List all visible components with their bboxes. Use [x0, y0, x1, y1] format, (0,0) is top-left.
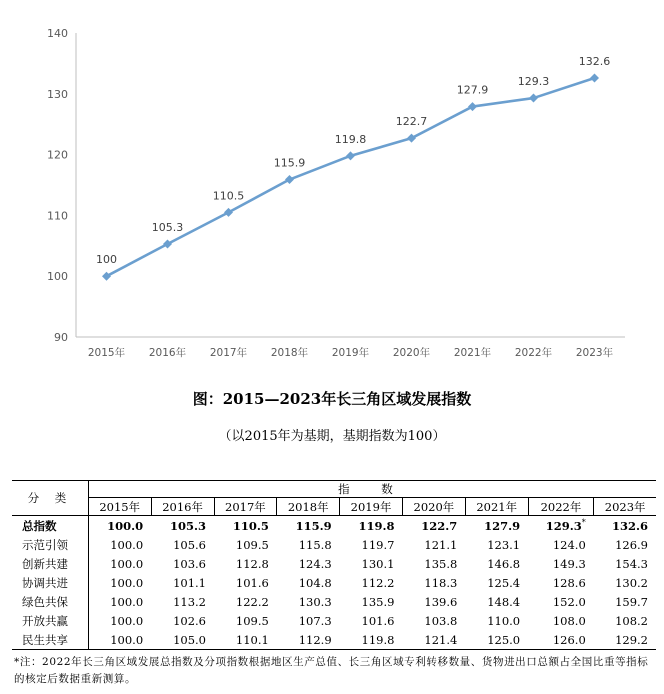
year-header: 2015年	[88, 498, 151, 516]
y-tick-label: 130	[47, 87, 68, 101]
data-label: 100	[96, 253, 117, 267]
table-cell	[402, 554, 465, 573]
table-cell	[402, 611, 465, 630]
series-line	[107, 78, 595, 276]
y-tick-label: 140	[47, 27, 68, 40]
x-tick-label: 2020年	[392, 347, 431, 359]
table-cell	[214, 573, 277, 592]
data-point	[407, 134, 416, 143]
table-cell	[151, 573, 214, 592]
cell-value: 132.6	[611, 518, 648, 533]
cell-value: 105.6	[173, 537, 206, 552]
table-cell	[340, 630, 403, 650]
cell-value: 118.3	[424, 575, 458, 590]
cell-value: 115.8	[298, 537, 332, 552]
cell-value: 148.4	[487, 594, 521, 609]
table-cell	[594, 630, 656, 650]
table-row	[12, 630, 656, 650]
data-label: 115.9	[273, 156, 306, 170]
cell-value: 108.2	[615, 613, 648, 628]
x-tick-label: 2017年	[209, 347, 248, 359]
year-header-row	[12, 498, 656, 516]
cell-value: 130.2	[615, 575, 648, 590]
table-row	[12, 611, 656, 630]
table-cell	[214, 535, 277, 554]
cell-value: 112.9	[298, 632, 332, 647]
cell-value: 107.3	[298, 613, 332, 628]
cell-value: 100.0	[110, 613, 144, 628]
table-row	[12, 516, 656, 536]
category-header: 分 类	[12, 481, 88, 516]
row-category: 示范引领	[12, 535, 88, 554]
footnote-mark: *	[581, 518, 586, 528]
table-cell	[277, 535, 340, 554]
table-cell	[465, 516, 528, 536]
table-cell	[465, 535, 528, 554]
cell-value: 112.2	[361, 575, 395, 590]
row-category: 开放共赢	[12, 611, 88, 630]
cell-value: 124.3	[298, 556, 332, 571]
table-cell	[402, 516, 465, 536]
chart-subtitle: （以2015年为基期，基期指数为100）	[218, 429, 446, 444]
footnote: *注：2022年长三角区域发展总指数及分项指数根据地区生产总值、长三角区域专利转移数量、货物进出口总额占全国比重等指标的核定后数据重新测算。	[14, 656, 649, 685]
cell-value: 126.9	[615, 537, 648, 552]
cell-value: 100.0	[110, 537, 144, 552]
table-body	[12, 516, 656, 650]
cell-value: 110.0	[487, 613, 521, 628]
cell-value: 110.1	[235, 632, 269, 647]
cell-value: 101.6	[361, 613, 395, 628]
x-tick-label: 2019年	[331, 347, 370, 359]
cell-value: 109.5	[235, 613, 269, 628]
table-cell	[528, 592, 594, 611]
table-cell	[465, 573, 528, 592]
cell-value: 135.8	[424, 556, 458, 571]
data-point	[163, 239, 172, 248]
cell-value: 146.8	[487, 556, 521, 571]
table-cell	[465, 592, 528, 611]
table-cell	[88, 573, 151, 592]
row-category: 绿色共保	[12, 592, 88, 611]
cell-value: 123.1	[487, 537, 521, 552]
table-cell	[214, 630, 277, 650]
cell-value: 139.6	[424, 594, 458, 609]
cell-value: 149.3	[552, 556, 586, 571]
cell-value: 102.6	[173, 613, 206, 628]
table-cell	[402, 573, 465, 592]
table-cell	[594, 554, 656, 573]
year-header: 2017年	[214, 498, 277, 516]
cell-value: 129.3	[545, 518, 582, 533]
cell-value: 105.3	[169, 518, 206, 533]
cell-value: 100.0	[107, 518, 144, 533]
cell-value: 125.0	[487, 632, 521, 647]
data-point	[590, 73, 599, 82]
table-cell	[151, 630, 214, 650]
table-cell	[402, 535, 465, 554]
cell-value: 119.7	[361, 537, 395, 552]
cell-value: 119.8	[361, 632, 395, 647]
cell-value: 109.5	[235, 537, 269, 552]
table-cell	[88, 535, 151, 554]
cell-value: 103.8	[424, 613, 458, 628]
year-header: 2018年	[277, 498, 340, 516]
cell-value: 152.0	[552, 594, 586, 609]
table-cell	[277, 630, 340, 650]
table-cell	[151, 516, 214, 536]
cell-value: 103.6	[173, 556, 206, 571]
table-cell	[465, 630, 528, 650]
table-cell	[340, 554, 403, 573]
table-cell	[88, 592, 151, 611]
data-point	[346, 151, 355, 160]
cell-value: 159.7	[615, 594, 648, 609]
cell-value: 112.8	[235, 556, 269, 571]
cell-value: 113.2	[173, 594, 206, 609]
year-header: 2023年	[594, 498, 656, 516]
table-cell	[402, 592, 465, 611]
cell-value: 124.0	[552, 537, 586, 552]
table-cell	[465, 611, 528, 630]
row-category: 民生共享	[12, 630, 88, 650]
cell-value: 126.0	[552, 632, 586, 647]
table-cell	[88, 611, 151, 630]
x-tick-label: 2015年	[87, 347, 126, 359]
cell-value: 101.6	[235, 575, 269, 590]
table-cell	[340, 535, 403, 554]
table-cell	[277, 592, 340, 611]
cell-value: 110.5	[232, 518, 269, 533]
data-label: 122.7	[395, 115, 428, 129]
table-cell	[465, 554, 528, 573]
table-cell	[594, 516, 656, 536]
x-tick-label: 2016年	[148, 347, 187, 359]
table-cell	[402, 630, 465, 650]
index-header: 指 数	[88, 481, 656, 498]
y-tick-label: 90	[54, 331, 68, 344]
cell-value: 101.1	[173, 575, 206, 590]
data-label: 110.5	[212, 189, 245, 203]
cell-value: 130.3	[298, 594, 332, 609]
x-tick-label: 2018年	[270, 347, 309, 359]
data-label: 129.3	[517, 75, 550, 89]
table-cell	[277, 554, 340, 573]
table-cell	[594, 592, 656, 611]
table-cell	[151, 554, 214, 573]
table-cell	[88, 630, 151, 650]
x-tick-label: 2021年	[453, 347, 492, 359]
cell-value: 121.1	[424, 537, 458, 552]
cell-value: 122.7	[421, 518, 458, 533]
table-cell	[88, 516, 151, 536]
table-cell	[594, 611, 656, 630]
table-cell	[528, 554, 594, 573]
table-cell	[277, 573, 340, 592]
cell-value: 100.0	[110, 575, 144, 590]
table-cell	[151, 535, 214, 554]
cell-value: 129.2	[615, 632, 648, 647]
table-cell	[214, 554, 277, 573]
year-header: 2020年	[402, 498, 465, 516]
table-cell	[151, 592, 214, 611]
data-label: 127.9	[456, 83, 489, 97]
table-row	[12, 554, 656, 573]
table-cell	[88, 554, 151, 573]
data-point	[102, 272, 111, 281]
table-cell	[528, 630, 594, 650]
year-header: 2021年	[465, 498, 528, 516]
cell-value: 127.9	[484, 518, 521, 533]
cell-value: 121.4	[424, 632, 458, 647]
table-cell	[214, 516, 277, 536]
table-cell	[151, 611, 214, 630]
table-cell	[528, 611, 594, 630]
table-cell	[528, 535, 594, 554]
table-cell	[340, 611, 403, 630]
table-cell	[277, 611, 340, 630]
table-cell	[277, 516, 340, 536]
y-tick-label: 100	[47, 270, 68, 284]
x-tick-label: 2022年	[514, 347, 553, 359]
cell-value: 135.9	[361, 594, 395, 609]
year-header: 2019年	[340, 498, 403, 516]
cell-value: 154.3	[615, 556, 648, 571]
table-cell	[528, 573, 594, 592]
cell-value: 125.4	[487, 575, 521, 590]
table-cell	[340, 592, 403, 611]
table-cell	[528, 516, 594, 536]
chart-title: 图：2015—2023年长三角区域发展指数	[192, 390, 472, 408]
table-cell	[340, 573, 403, 592]
data-point	[529, 94, 538, 103]
table-row	[12, 592, 656, 611]
table-row	[12, 573, 656, 592]
cell-value: 104.8	[298, 575, 332, 590]
cell-value: 115.9	[295, 518, 332, 533]
cell-value: 128.6	[552, 575, 586, 590]
cell-value: 108.0	[552, 613, 586, 628]
row-category: 协调共进	[12, 573, 88, 592]
table-cell	[594, 573, 656, 592]
cell-value: 100.0	[110, 594, 144, 609]
data-point	[468, 102, 477, 111]
x-tick-label: 2023年	[575, 347, 614, 359]
row-category: 总指数	[12, 516, 88, 536]
y-tick-label: 120	[47, 148, 68, 162]
cell-value: 130.1	[361, 556, 395, 571]
data-label: 119.8	[334, 132, 367, 146]
table-cell	[214, 611, 277, 630]
table-row	[12, 535, 656, 554]
row-category: 创新共建	[12, 554, 88, 573]
cell-value: 105.0	[173, 632, 206, 647]
index-table	[12, 480, 656, 650]
table-cell	[214, 592, 277, 611]
cell-value: 122.2	[235, 594, 269, 609]
data-label: 105.3	[151, 220, 184, 234]
data-label: 132.6	[578, 54, 611, 68]
year-header: 2016年	[151, 498, 214, 516]
table-cell	[340, 516, 403, 536]
y-tick-label: 110	[47, 209, 68, 223]
cell-value: 119.8	[358, 518, 395, 533]
cell-value: 100.0	[110, 632, 144, 647]
table-cell	[594, 535, 656, 554]
year-header: 2022年	[528, 498, 594, 516]
cell-value: 100.0	[110, 556, 144, 571]
